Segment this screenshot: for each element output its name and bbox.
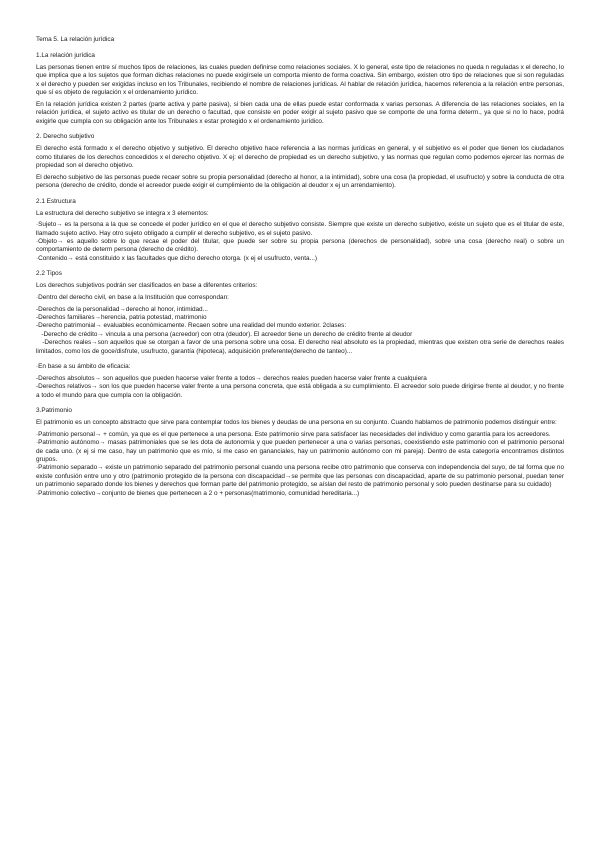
document-page <box>36 36 564 501</box>
list-item: ·Objeto→ es aquello sobre lo que recae el poder del titular, que puede ser sobre su propia persona (derechos de personalidad), sobre una cosa (derecho real) o sobre un comportamiento de determ persona (derecho de crédito). <box>36 238 564 254</box>
list-item: -Derecho de crédito→ vincula a una persona (acreedor) con otra (deudor). El acreedor tiene un derecho de crédito frente al deudor <box>36 330 413 338</box>
section-heading-derecho-subjetivo: 2. Derecho subjetivo <box>36 133 95 141</box>
section-heading-tipos: 2.2 Tipos <box>36 270 62 278</box>
right-arrow-icon: → <box>97 464 104 472</box>
right-arrow-icon: → <box>91 339 98 347</box>
right-arrow-icon: → <box>284 472 292 480</box>
list-item: ·Contenido→ está constituido x las facultades que dicho derecho otorga. (x ej el usufructo, venta...) <box>36 254 317 262</box>
right-arrow-icon: → <box>56 221 63 229</box>
right-arrow-icon: → <box>99 439 106 447</box>
right-arrow-icon: → <box>95 322 102 330</box>
list-item: ·Sujeto→ es la persona a la que se concede el poder jurídico en el que el derecho subjetivo consiste. Siempre que existe un derecho subjetivo, existe un sujeto que es el titular de este, llamado sujeto activo. Hay otro sujeto obligado a cumplir el derecho subjetivo, es el sujeto pasivo. <box>36 221 564 237</box>
right-arrow-icon: → <box>255 374 262 382</box>
section-heading-patrimonio: 3.Patrimonio <box>36 407 72 415</box>
paragraph: En la relación jurídica existen 2 partes (parte activa y parte pasiva), si bien cada una de ellas puede estar conformada x varias personas. A diferencia de las relaciones sociales, en la relación jurídica, el sujeto activo es titular de un derecho o facultad, que consiste en poder exigir al sujeto pasivo que se comporte de una forma determ., ya que si no lo hace, podrá exigirle que cumpla con su obligación ante los Tribunales x estar protegido x el ordenamiento jurídico. <box>36 100 564 125</box>
right-arrow-icon: → <box>56 238 64 246</box>
section-heading-relacion-juridica: 1.La relación jurídica <box>36 52 95 59</box>
list-item: ·Patrimonio personal→ + común, ya que es el que pertenece a una persona. Este patrimonio sirve para satisfacer las necesidades del individuo y como garantía para los acreedores. <box>36 430 551 438</box>
right-arrow-icon: → <box>94 374 102 382</box>
right-arrow-icon: → <box>95 489 102 497</box>
section-heading-estructura: 2.1 Estructura <box>36 197 76 205</box>
list-item: ·Patrimonio separado→ existe un patrimonio separado del patrimonio personal cuando una persona recibe otro patrimonio que conserva con independencia del suyo, de tal forma que no existe confusión entre uno y otro (patrimonio protegido de la persona con discapacidad→se permite que las personas con discapacidad, aparte de su patrimonio personal, puedan tener un patrimonio separado donde los bienes y derechos que forman parte del patrimonio protegido, se aíslan del resto de patrimonio personal y solo pueden destinarse para su cuidado) <box>36 464 565 489</box>
list-item: ·Patrimonio colectivo→conjunto de bienes que pertenecen a 2 o + personas(matrimonio, comunidad hereditaria...) <box>36 489 360 497</box>
right-arrow-icon: → <box>67 254 74 262</box>
list-item: -Derechos relativos→ son los que pueden hacerse valer frente a una persona concreta, que está obligada a su cumplimiento. El acreedor solo puede dirigirse frente al deudor, y no frente a todo el mundo para que cumpla con la obligación. <box>36 383 564 399</box>
list-item: -Derechos absolutos→ son aquellos que pueden hacerse valer frente a todos→ derechos reales pueden hacerse valer frente a cualquiera <box>36 374 427 382</box>
right-arrow-icon: → <box>94 314 101 322</box>
list-item: -Derechos familiares→herencia, patria potestad, matrimonio <box>36 314 207 322</box>
right-arrow-icon: → <box>91 383 98 391</box>
paragraph: ·En base a su ámbito de eficacia: <box>36 363 131 371</box>
list-item: -Derechos de la personalidad→derecho al honor, intimidad... <box>36 305 208 313</box>
right-arrow-icon: → <box>97 330 104 338</box>
list-item: -Derechos reales→son aquellos que se otorgan a favor de una persona sobre una cosa. El derecho real absoluto es la propiedad, mientras que existen otra serie de derechos reales limitados, como los de goce/disfrute, usufructo, garantía (hipoteca), adquisición preferente(derecho de tanteo)... <box>36 339 566 355</box>
list-item: ·Patrimonio autónomo→ masas patrimoniales que se les dota de autonomía y que pueden pertenecer a una o varias personas, coexistiendo este patrimonio con el patrimonio personal de cada uno. (x ej si me caso, hay un patrimonio que es mío, si me caso en gananciales, hay un patrimonio autónomo con mi pareja). Dentro de esta categoría encontramos distintos grupos. <box>36 439 565 464</box>
paragraph: Los derechos subjetivos podrán ser clasificados en base a diferentes criterios: <box>36 282 258 290</box>
paragraph: Las personas tienen entre sí muchos tipos de relaciones, las cuales pueden definirse como relaciones sociales. X lo general, este tipo de relaciones no queda n reguladas x el derecho, lo que implica que a los sujetos que forman dichas relaciones no puede exigírsele un comporta miento de forma coactiva. Sin embargo, existen otro tipo de relaciones que si son reguladas x el derecho y pueden ser exigidas incluso en los Tribunales, recibiendo el nombre de relaciones jurídicas. Al hablar de relación jurídica, hacemos referencia a la relación entre personas, que sí es objeto de regulación x el ordenamiento jurídico. <box>36 64 564 97</box>
document-title: Tema 5. La relación jurídica <box>36 36 115 43</box>
paragraph: ·Dentro del derecho civil, en base a la Institución que correspondan: <box>36 294 229 302</box>
paragraph: El derecho está formado x el derecho objetivo y subjetivo. El derecho objetivo hace referencia a las normas jurídicas en general, y el subjetivo es el poder que tienen los ciudadanos como titulares de los derechos concedidos x el derecho objetivo. X ej: el derecho de propiedad es un derecho subjetivo, y las normas que regulan como podemos ejercer las normas de propiedad son el derecho objetivo. <box>36 145 564 170</box>
paragraph: El patrimonio es un concepto abstracto que sirve para contemplar todos los bienes y deudas de una persona en su conjunto. Cuando hablamos de patrimonio podemos distinguir entre: <box>36 419 557 427</box>
right-arrow-icon: → <box>94 430 102 438</box>
right-arrow-icon: → <box>119 305 126 313</box>
list-item: -Derecho patrimonial→ evaluables económicamente. Recaen sobre una realidad del mundo exterior. 2clases: <box>36 322 347 330</box>
paragraph: El derecho subjetivo de las personas puede recaer sobre su propia personalidad (derecho al honor, a la intimidad), sobre una cosa (la propiedad, el usufructo) y sobre la conducta de otra persona (derecho de crédito, donde el acreedor puede exigir el cumplimiento de la obligación al deudor x ej un arrendamiento). <box>36 173 564 190</box>
paragraph: La estructura del derecho subjetivo se integra x 3 elementos: <box>36 209 209 217</box>
